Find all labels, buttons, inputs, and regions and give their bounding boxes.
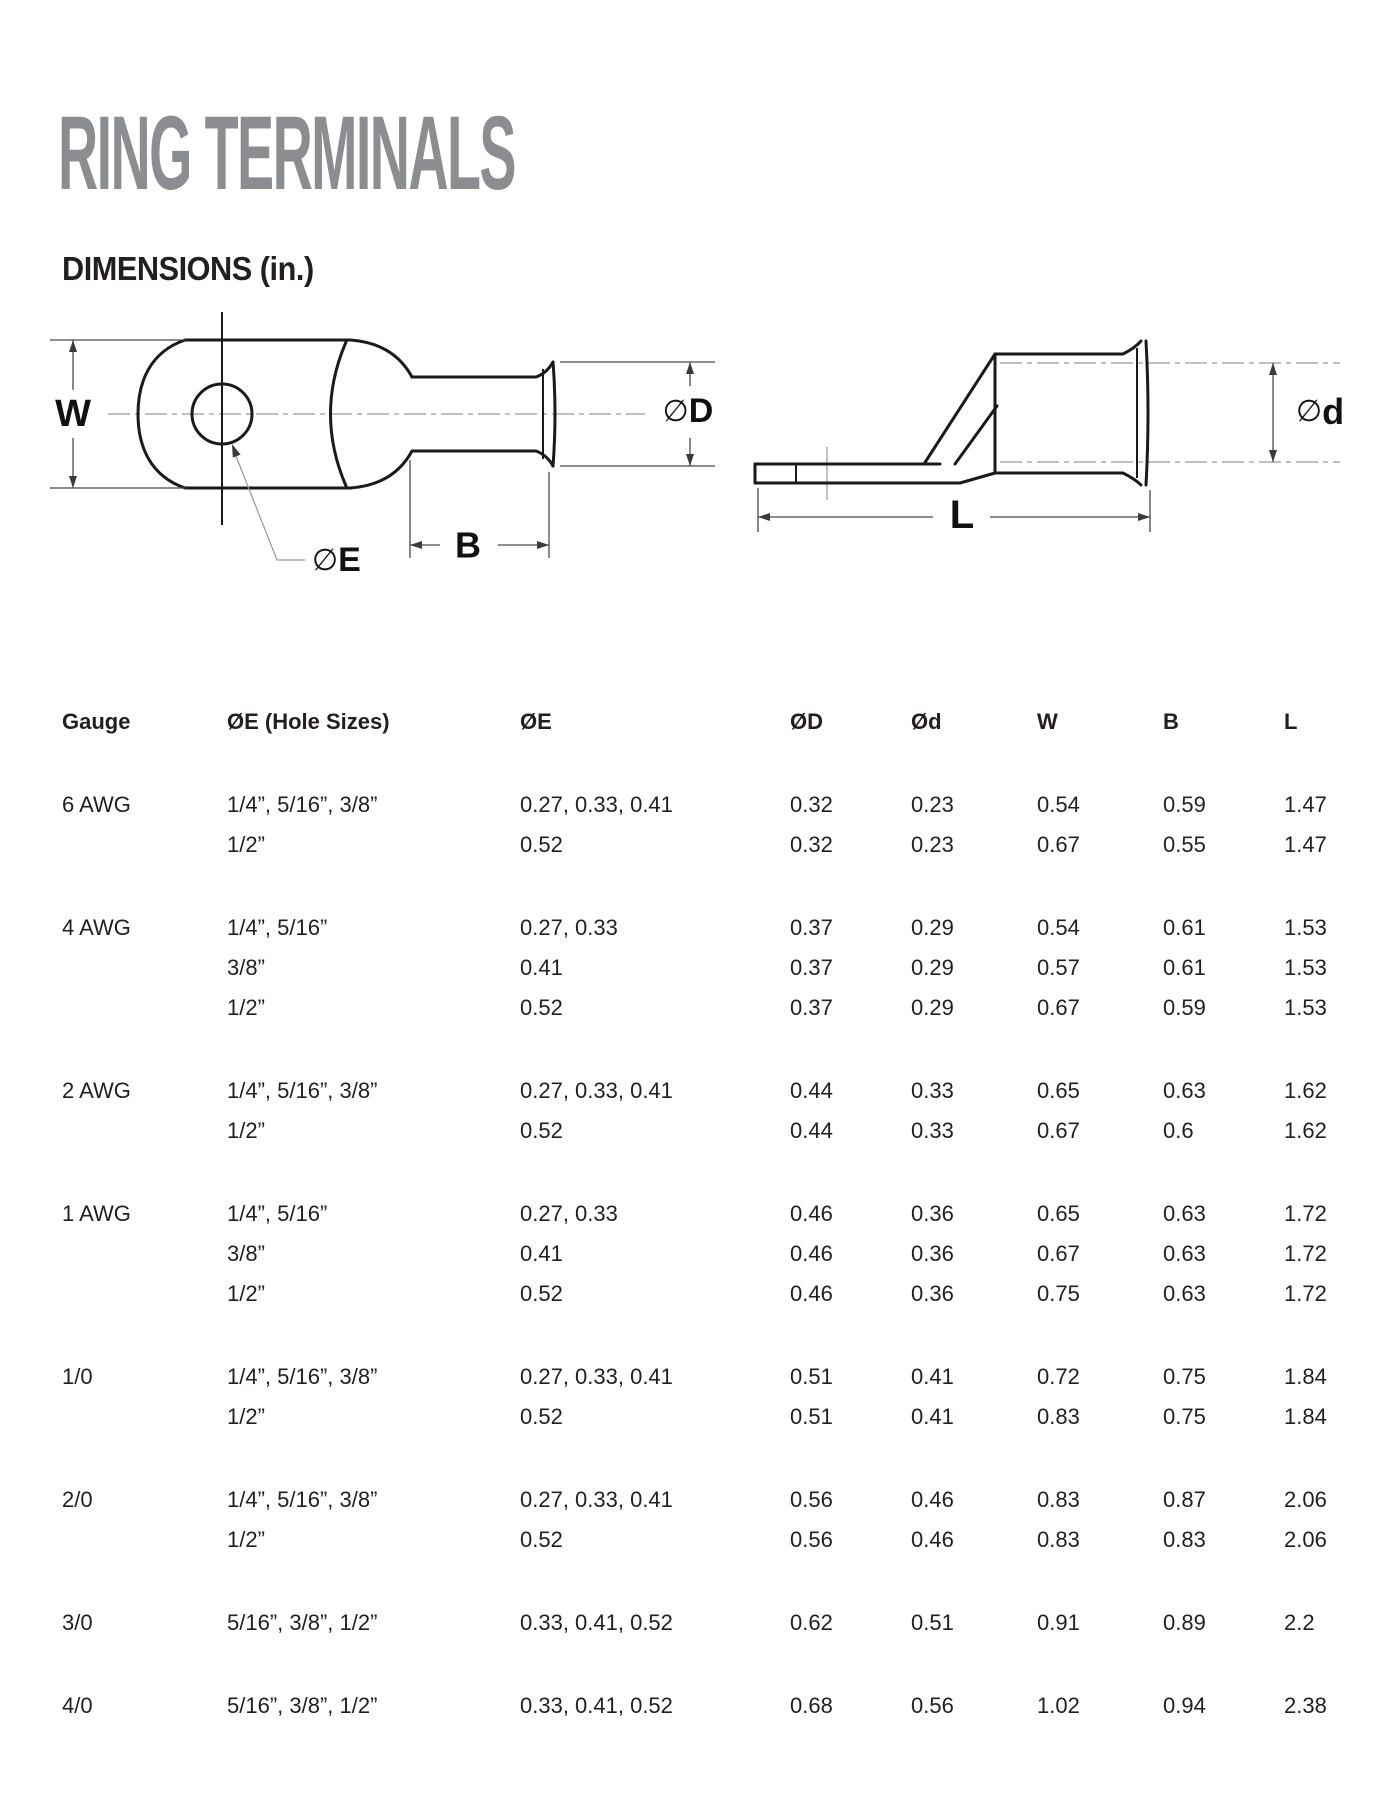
cell-l: 2.38 — [1284, 1693, 1327, 1718]
cell-od: 0.51 — [790, 1364, 833, 1389]
table-group — [62, 1071, 1400, 1151]
cell-b: 0.63 — [1163, 1281, 1206, 1306]
dimension-l — [758, 488, 1150, 537]
cell-b: 0.63 — [1163, 1201, 1206, 1226]
table-group — [62, 785, 1400, 865]
cell-od-lower: 0.46 — [911, 1527, 954, 1552]
cell-l: 1.62 — [1284, 1078, 1327, 1103]
col-header-b: B — [1163, 709, 1179, 734]
label-l: L — [949, 493, 975, 537]
cell-oe: 0.41 — [520, 955, 563, 980]
cell-od: 0.32 — [790, 792, 833, 817]
table-row — [62, 1274, 1400, 1314]
col-header-l: L — [1284, 709, 1298, 734]
table-group — [62, 1603, 1400, 1643]
cell-w: 0.54 — [1037, 915, 1080, 940]
table-row — [62, 988, 1400, 1028]
table-group — [62, 1357, 1400, 1437]
table-group — [62, 1194, 1400, 1314]
table-row — [62, 1194, 1400, 1234]
cell-hole-sizes: 1/2” — [227, 832, 265, 857]
cell-b: 0.59 — [1163, 792, 1206, 817]
cell-hole-sizes: 5/16”, 3/8”, 1/2” — [227, 1693, 378, 1718]
cell-b: 0.94 — [1163, 1693, 1206, 1718]
table-row — [62, 785, 1400, 825]
cell-l: 1.72 — [1284, 1201, 1327, 1226]
cell-b: 0.61 — [1163, 915, 1206, 940]
cell-hole-sizes: 1/2” — [227, 1118, 265, 1143]
cell-b: 0.89 — [1163, 1610, 1206, 1635]
cell-l: 1.53 — [1284, 995, 1327, 1020]
col-header-od: ØD — [790, 709, 823, 734]
page-subtitle: DIMENSIONS (in.) — [62, 250, 314, 287]
cell-w: 0.67 — [1037, 1118, 1080, 1143]
cell-w: 0.54 — [1037, 792, 1080, 817]
col-header-oe: ØE — [520, 709, 552, 734]
cell-l: 2.2 — [1284, 1610, 1315, 1635]
page-title: RING TERMINALS — [58, 95, 515, 212]
cell-w: 0.67 — [1037, 995, 1080, 1020]
cell-b: 0.75 — [1163, 1364, 1206, 1389]
table-row — [62, 1111, 1400, 1151]
cell-oe: 0.52 — [520, 1281, 563, 1306]
cell-w: 0.67 — [1037, 832, 1080, 857]
cell-oe: 0.27, 0.33, 0.41 — [520, 792, 673, 817]
table-row — [62, 1357, 1400, 1397]
cell-gauge: 3/0 — [62, 1610, 93, 1635]
cell-w: 0.83 — [1037, 1487, 1080, 1512]
cell-od: 0.32 — [790, 832, 833, 857]
col-header-od-lower: Ød — [911, 709, 942, 734]
table-group — [62, 1480, 1400, 1560]
cell-od: 0.37 — [790, 955, 833, 980]
cell-hole-sizes: 1/4”, 5/16”, 3/8” — [227, 1078, 378, 1103]
cell-oe: 0.52 — [520, 995, 563, 1020]
table-row — [62, 1071, 1400, 1111]
cell-gauge: 1/0 — [62, 1364, 93, 1389]
side-view-drawing — [755, 341, 1344, 537]
cell-w: 0.83 — [1037, 1527, 1080, 1552]
cell-oe: 0.52 — [520, 1118, 563, 1143]
cell-oe: 0.27, 0.33 — [520, 915, 618, 940]
cell-od-lower: 0.36 — [911, 1201, 954, 1226]
cell-od: 0.68 — [790, 1693, 833, 1718]
label-b: B — [455, 524, 481, 566]
cell-od: 0.46 — [790, 1201, 833, 1226]
table-header-row — [62, 702, 1400, 742]
cell-od: 0.46 — [790, 1281, 833, 1306]
label-odi: ∅d — [1296, 390, 1345, 432]
cell-oe: 0.33, 0.41, 0.52 — [520, 1610, 673, 1635]
cell-od-lower: 0.36 — [911, 1281, 954, 1306]
cell-od-lower: 0.33 — [911, 1118, 954, 1143]
cell-oe: 0.41 — [520, 1241, 563, 1266]
cell-w: 0.75 — [1037, 1281, 1080, 1306]
cell-od-lower: 0.46 — [911, 1487, 954, 1512]
cell-gauge: 4 AWG — [62, 915, 131, 940]
cell-od-lower: 0.29 — [911, 955, 954, 980]
cell-od-lower: 0.51 — [911, 1610, 954, 1635]
cell-oe: 0.33, 0.41, 0.52 — [520, 1693, 673, 1718]
cell-hole-sizes: 1/4”, 5/16”, 3/8” — [227, 792, 378, 817]
cell-hole-sizes: 1/2” — [227, 1527, 265, 1552]
cell-b: 0.63 — [1163, 1241, 1206, 1266]
cell-oe: 0.27, 0.33, 0.41 — [520, 1364, 673, 1389]
cell-od-lower: 0.29 — [911, 915, 954, 940]
cell-hole-sizes: 1/4”, 5/16”, 3/8” — [227, 1487, 378, 1512]
cell-l: 1.72 — [1284, 1281, 1327, 1306]
cell-hole-sizes: 1/4”, 5/16” — [227, 1201, 328, 1226]
table-row — [62, 1397, 1400, 1437]
table-row — [62, 1480, 1400, 1520]
table-row — [62, 1520, 1400, 1560]
cell-od-lower: 0.29 — [911, 995, 954, 1020]
dimension-oe — [232, 444, 361, 579]
cell-od-lower: 0.41 — [911, 1404, 954, 1429]
cell-oe: 0.27, 0.33, 0.41 — [520, 1487, 673, 1512]
dimension-odi — [1269, 363, 1344, 462]
table-row — [62, 948, 1400, 988]
cell-hole-sizes: 1/2” — [227, 1281, 265, 1306]
cell-hole-sizes: 3/8” — [227, 955, 265, 980]
label-w: W — [55, 393, 91, 435]
cell-l: 1.72 — [1284, 1241, 1327, 1266]
cell-oe: 0.52 — [520, 1404, 563, 1429]
cell-b: 0.87 — [1163, 1487, 1206, 1512]
cell-hole-sizes: 1/2” — [227, 995, 265, 1020]
col-header-hole-sizes: ØE (Hole Sizes) — [227, 709, 390, 734]
cell-od: 0.44 — [790, 1078, 833, 1103]
cell-oe: 0.52 — [520, 832, 563, 857]
cell-od: 0.37 — [790, 915, 833, 940]
cell-gauge: 2 AWG — [62, 1078, 131, 1103]
table-row — [62, 1603, 1400, 1643]
cell-l: 1.53 — [1284, 915, 1327, 940]
cell-od: 0.51 — [790, 1404, 833, 1429]
cell-od: 0.46 — [790, 1241, 833, 1266]
cell-hole-sizes: 1/4”, 5/16” — [227, 915, 328, 940]
cell-hole-sizes: 5/16”, 3/8”, 1/2” — [227, 1610, 378, 1635]
cell-od: 0.56 — [790, 1527, 833, 1552]
cell-b: 0.83 — [1163, 1527, 1206, 1552]
cell-l: 1.84 — [1284, 1404, 1327, 1429]
table-group — [62, 908, 1400, 1028]
cell-w: 0.65 — [1037, 1201, 1080, 1226]
cell-w: 0.83 — [1037, 1404, 1080, 1429]
cell-gauge: 2/0 — [62, 1487, 93, 1512]
cell-od: 0.37 — [790, 995, 833, 1020]
cell-b: 0.61 — [1163, 955, 1206, 980]
cell-l: 1.47 — [1284, 792, 1327, 817]
table-row — [62, 1234, 1400, 1274]
cell-gauge: 4/0 — [62, 1693, 93, 1718]
dimension-drawings — [0, 300, 1400, 600]
col-header-gauge: Gauge — [62, 709, 131, 734]
cell-hole-sizes: 1/2” — [227, 1404, 265, 1429]
cell-oe: 0.27, 0.33 — [520, 1201, 618, 1226]
cell-w: 0.65 — [1037, 1078, 1080, 1103]
cell-oe: 0.27, 0.33, 0.41 — [520, 1078, 673, 1103]
cell-l: 1.53 — [1284, 955, 1327, 980]
cell-hole-sizes: 1/4”, 5/16”, 3/8” — [227, 1364, 378, 1389]
col-header-w: W — [1037, 709, 1058, 734]
cell-od-lower: 0.56 — [911, 1693, 954, 1718]
cell-w: 0.72 — [1037, 1364, 1080, 1389]
table-row — [62, 908, 1400, 948]
cell-od: 0.56 — [790, 1487, 833, 1512]
label-oe: ∅E — [312, 541, 361, 579]
cell-l: 2.06 — [1284, 1527, 1327, 1552]
cell-l: 1.62 — [1284, 1118, 1327, 1143]
dimension-b — [410, 460, 549, 566]
cell-l: 1.84 — [1284, 1364, 1327, 1389]
cell-b: 0.59 — [1163, 995, 1206, 1020]
cell-l: 2.06 — [1284, 1487, 1327, 1512]
cell-b: 0.75 — [1163, 1404, 1206, 1429]
table-group — [62, 1686, 1400, 1726]
cell-oe: 0.52 — [520, 1527, 563, 1552]
cell-w: 0.67 — [1037, 1241, 1080, 1266]
cell-od-lower: 0.41 — [911, 1364, 954, 1389]
label-od: ∅D — [662, 392, 714, 430]
top-view-drawing — [50, 312, 715, 579]
cell-b: 0.6 — [1163, 1118, 1194, 1143]
cell-l: 1.47 — [1284, 832, 1327, 857]
cell-od-lower: 0.33 — [911, 1078, 954, 1103]
cell-gauge: 1 AWG — [62, 1201, 131, 1226]
table-row — [62, 1686, 1400, 1726]
cell-w: 1.02 — [1037, 1693, 1080, 1718]
cell-w: 0.57 — [1037, 955, 1080, 980]
cell-gauge: 6 AWG — [62, 792, 131, 817]
cell-b: 0.55 — [1163, 832, 1206, 857]
cell-b: 0.63 — [1163, 1078, 1206, 1103]
cell-od-lower: 0.23 — [911, 792, 954, 817]
cell-od: 0.44 — [790, 1118, 833, 1143]
cell-od-lower: 0.36 — [911, 1241, 954, 1266]
cell-od-lower: 0.23 — [911, 832, 954, 857]
cell-od: 0.62 — [790, 1610, 833, 1635]
table-row — [62, 825, 1400, 865]
cell-w: 0.91 — [1037, 1610, 1080, 1635]
dimensions-table — [62, 702, 1400, 1726]
cell-hole-sizes: 3/8” — [227, 1241, 265, 1266]
